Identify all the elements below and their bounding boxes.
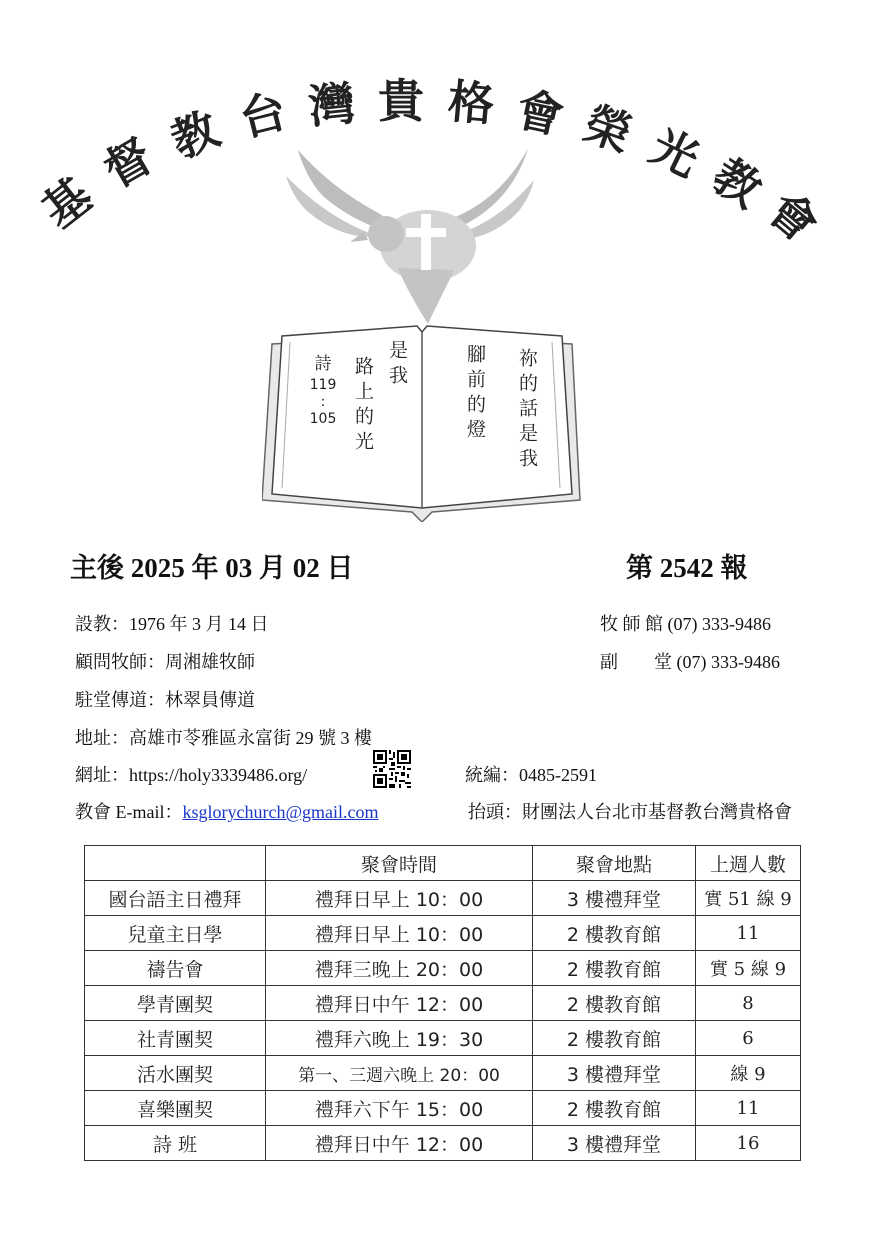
meeting-name: 禱告會 — [85, 951, 266, 986]
email-label: 教會 E-mail： — [75, 802, 183, 822]
meeting-name: 喜樂團契 — [85, 1091, 266, 1126]
verse-line: 腳前的燈 — [464, 344, 486, 444]
table-row — [85, 1056, 801, 1091]
table-row — [85, 1021, 801, 1056]
attendance: 11 — [696, 916, 801, 951]
citation-verse: 105 — [309, 411, 337, 427]
title-char: 光 — [642, 118, 708, 188]
foundation-name: 抬頭：財團法人台北市基督教台灣貴格會 — [468, 802, 792, 822]
attendance: 16 — [696, 1126, 801, 1161]
meeting-place: 2 樓教育館 — [533, 1091, 696, 1126]
advisor-pastor: 顧問牧師：周湘雄牧師 — [75, 652, 255, 672]
resident-preacher: 駐堂傳道：林翠員傳道 — [75, 690, 255, 710]
table-header-row — [85, 846, 801, 881]
meeting-time: 禮拜日早上 10：00 — [266, 881, 533, 916]
meeting-place: 3 樓禮拜堂 — [533, 1126, 696, 1161]
table-row — [85, 881, 801, 916]
verse-line: 祢的話是我 — [516, 348, 538, 473]
meeting-place: 2 樓教育館 — [533, 986, 696, 1021]
title-char: 教 — [703, 147, 771, 219]
title-char: 會 — [511, 81, 569, 145]
attendance: 6 — [696, 1021, 801, 1056]
meeting-name: 兒童主日學 — [85, 916, 266, 951]
header-cell — [85, 846, 266, 881]
verse-line: 路上的光 — [352, 356, 374, 456]
email-link[interactable]: ksglorychurch@gmail.com — [182, 802, 379, 822]
open-bible-illustration — [262, 322, 582, 522]
meeting-time: 第一、三週六晚上 20：00 — [266, 1056, 533, 1091]
meeting-time: 禮拜六下午 15：00 — [266, 1091, 533, 1126]
meeting-time: 禮拜日中午 12：00 — [266, 1126, 533, 1161]
title-char: 教 — [163, 101, 227, 169]
meeting-schedule-table — [84, 845, 801, 1161]
issue-number: 第 2542 報 — [626, 553, 748, 583]
table-row — [85, 1091, 801, 1126]
tax-id: 統編：0485-2591 — [465, 765, 597, 785]
address: 地址：高雄市苓雅區永富街 29 號 3 樓 — [75, 728, 372, 748]
title-char: 貴 — [378, 74, 424, 128]
attendance: 實 51 線 9 — [696, 881, 801, 916]
attendance: 11 — [696, 1091, 801, 1126]
title-char: 榮 — [577, 95, 639, 163]
meeting-place: 3 樓禮拜堂 — [533, 1056, 696, 1091]
table-row — [85, 1126, 801, 1161]
table-row — [85, 916, 801, 951]
meeting-time: 禮拜三晚上 20：00 — [266, 951, 533, 986]
meeting-place: 2 樓教育館 — [533, 951, 696, 986]
dove-logo — [278, 138, 538, 328]
table-row — [85, 951, 801, 986]
meeting-place: 2 樓教育館 — [533, 916, 696, 951]
website[interactable]: 網址：https://holy3339486.org/ — [75, 765, 308, 785]
meeting-name: 學青團契 — [85, 986, 266, 1021]
qr-code-icon[interactable] — [373, 750, 411, 788]
header-cell: 聚會時間 — [266, 846, 533, 881]
table-row — [85, 986, 801, 1021]
verse-line: 是我 — [386, 340, 408, 390]
meeting-name: 社青團契 — [85, 1021, 266, 1056]
meeting-name: 國台語主日禮拜 — [85, 881, 266, 916]
pastor-house-phone: 牧 師 館 (07) 333-9486 — [600, 614, 771, 634]
citation-colon: : — [320, 394, 326, 410]
meeting-time: 禮拜日早上 10：00 — [266, 916, 533, 951]
title-char: 台 — [234, 83, 292, 147]
meeting-name: 詩 班 — [85, 1126, 266, 1161]
title-char: 督 — [94, 128, 162, 198]
attendance: 8 — [696, 986, 801, 1021]
title-char: 基 — [32, 167, 102, 239]
meeting-place: 3 樓禮拜堂 — [533, 881, 696, 916]
header-cell: 上週人數 — [696, 846, 801, 881]
citation-chapter: 119 — [309, 377, 337, 393]
title-char: 灣 — [306, 75, 358, 135]
citation-book: 詩 — [314, 354, 332, 374]
header-cell: 聚會地點 — [533, 846, 696, 881]
attendance: 實 5 線 9 — [696, 951, 801, 986]
bulletin-date: 主後 2025 年 03 月 02 日 — [70, 553, 354, 583]
title-char: 格 — [445, 74, 497, 132]
verse-citation — [306, 356, 340, 428]
meeting-name: 活水團契 — [85, 1056, 266, 1091]
title-char: 會 — [758, 181, 828, 253]
email-line — [75, 798, 379, 824]
meeting-time: 禮拜六晚上 19：30 — [266, 1021, 533, 1056]
founded-date: 設教：1976 年 3 月 14 日 — [75, 614, 269, 634]
meeting-place: 2 樓教育館 — [533, 1021, 696, 1056]
attendance: 線 9 — [696, 1056, 801, 1091]
meeting-time: 禮拜日中午 12：00 — [266, 986, 533, 1021]
sub-hall-phone: 副 堂 (07) 333-9486 — [600, 652, 780, 672]
